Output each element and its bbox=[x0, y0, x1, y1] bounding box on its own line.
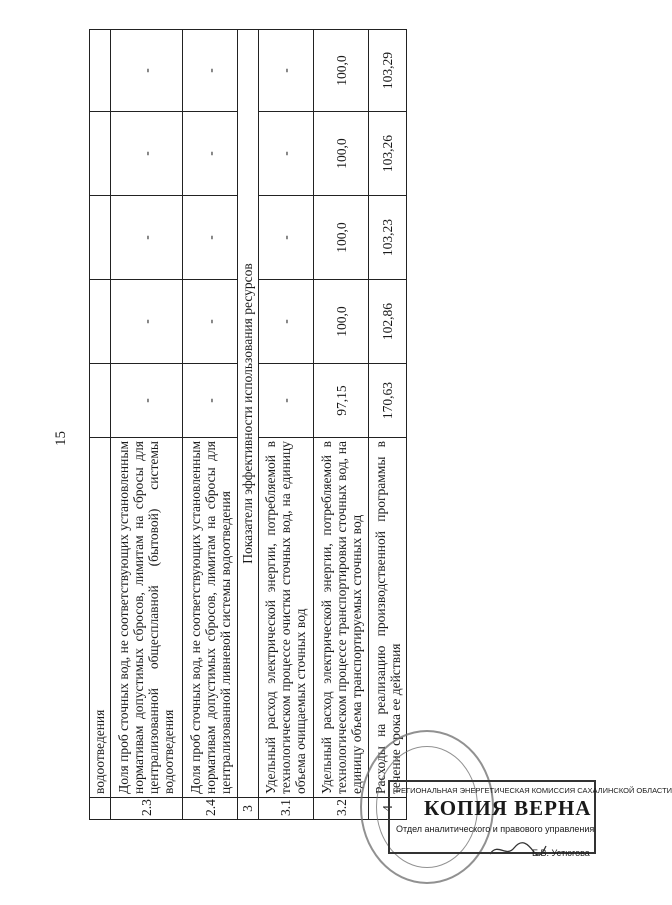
stamp-signer: Е.В. Устюгова bbox=[532, 848, 590, 858]
value-cell: 103,29 bbox=[369, 30, 407, 112]
value-cell: - bbox=[258, 196, 313, 280]
value-cell bbox=[90, 30, 111, 112]
value-cell: - bbox=[258, 112, 313, 196]
indicator-name: Доля проб сточных вод, не соответствующих установленным нормативам допустимых сбросов, лимитам на сбросы для централизованной общесплавной (бытовой) системы водоотведения bbox=[110, 438, 182, 798]
row-number: 2.3 bbox=[110, 798, 182, 820]
table-row bbox=[110, 30, 182, 820]
table-row bbox=[313, 30, 368, 820]
value-cell bbox=[90, 280, 111, 364]
section-title: Показатели эффективности использования ресурсов bbox=[238, 30, 259, 798]
stamp-title: КОПИЯ ВЕРНА bbox=[424, 796, 592, 820]
value-cell: - bbox=[183, 364, 238, 438]
table-row bbox=[90, 30, 111, 820]
value-cell: 103,26 bbox=[369, 112, 407, 196]
rotated-table-wrapper bbox=[89, 30, 407, 820]
value-cell: 100,0 bbox=[313, 196, 368, 280]
value-cell: 100,0 bbox=[313, 30, 368, 112]
value-cell: - bbox=[183, 112, 238, 196]
value-cell: 100,0 bbox=[313, 112, 368, 196]
value-cell bbox=[90, 364, 111, 438]
value-cell: - bbox=[183, 280, 238, 364]
value-cell: - bbox=[110, 112, 182, 196]
value-cell: - bbox=[110, 30, 182, 112]
value-cell: - bbox=[110, 280, 182, 364]
indicator-name: Расходы на реализацию производственной программы в течение срока ее действия bbox=[369, 438, 407, 798]
value-cell: - bbox=[183, 30, 238, 112]
value-cell: - bbox=[110, 364, 182, 438]
value-cell: 100,0 bbox=[313, 280, 368, 364]
table-row bbox=[369, 30, 407, 820]
value-cell bbox=[90, 196, 111, 280]
row-number bbox=[90, 798, 111, 820]
value-cell: 97,15 bbox=[313, 364, 368, 438]
row-number: 3.1 bbox=[258, 798, 313, 820]
section-row bbox=[238, 30, 259, 820]
stamp-department: Отдел аналитического и правового управления bbox=[396, 824, 595, 834]
stamp-org-line: РЕГИОНАЛЬНАЯ ЭНЕРГЕТИЧЕСКАЯ КОМИССИЯ САХАЛИНСКОЙ ОБЛАСТИ bbox=[396, 786, 672, 795]
row-number: 2.4 bbox=[183, 798, 238, 820]
value-cell: - bbox=[258, 30, 313, 112]
row-number: 3 bbox=[238, 798, 259, 820]
value-cell: 102,86 bbox=[369, 280, 407, 364]
indicators-table bbox=[89, 29, 407, 820]
page-number: 15 bbox=[53, 431, 69, 446]
value-cell: 170,63 bbox=[369, 364, 407, 438]
indicator-name: Доля проб сточных вод, не соответствующих установленным нормативам допустимых сбросов, лимитам на сбросы для централизованной ливневой системы водоотведения bbox=[183, 438, 238, 798]
table-row bbox=[258, 30, 313, 820]
indicator-name: Удельный расход электрической энергии, потребляемой в технологическом процессе транспортировки сточных вод, на единицу объема транспортируемых сточных вод bbox=[313, 438, 368, 798]
value-cell bbox=[90, 112, 111, 196]
value-cell: - bbox=[110, 196, 182, 280]
row-number: 3.2 bbox=[313, 798, 368, 820]
value-cell: - bbox=[258, 364, 313, 438]
value-cell: 103,23 bbox=[369, 196, 407, 280]
value-cell: - bbox=[183, 196, 238, 280]
indicator-name: водоотведения bbox=[90, 438, 111, 798]
row-number: 4 bbox=[369, 798, 407, 820]
value-cell: - bbox=[258, 280, 313, 364]
table-row bbox=[183, 30, 238, 820]
indicator-name: Удельный расход электрической энергии, потребляемой в технологическом процессе очистки сточных вод, на единицу объема очищаемых сточных вод bbox=[258, 438, 313, 798]
